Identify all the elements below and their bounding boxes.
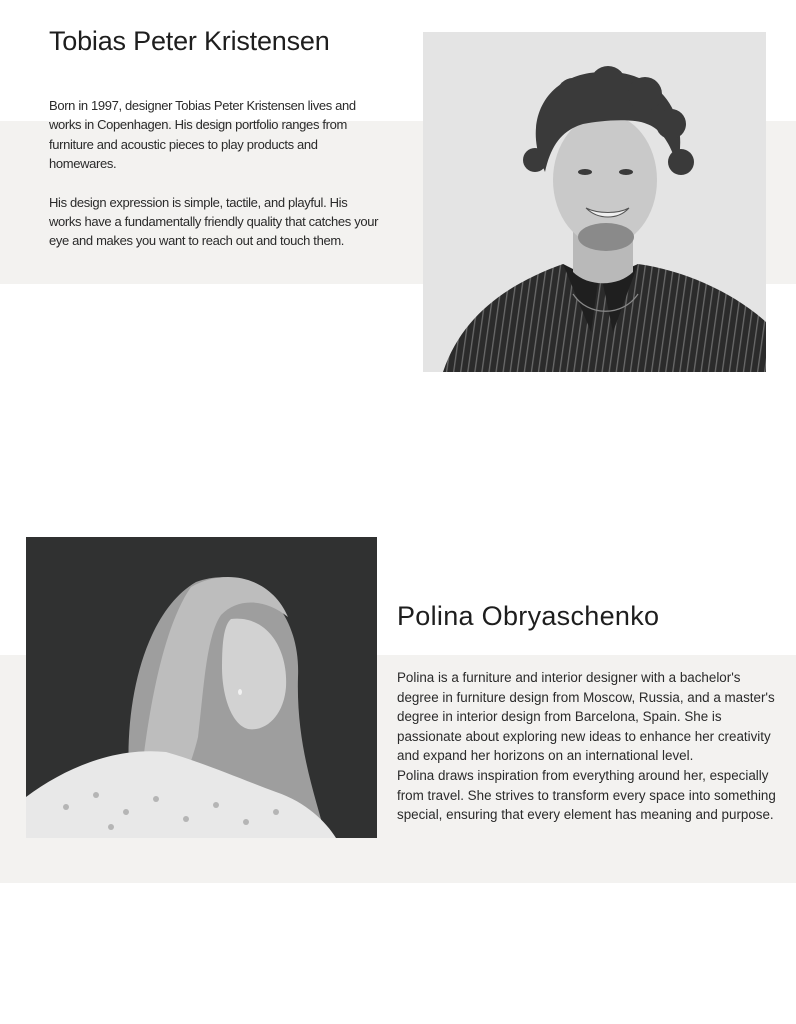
bio-paragraph: His design expression is simple, tactile, and playful. His works have a fundamentally friendly quality that catches your eye and makes you want to reach out and touch them. (49, 194, 379, 249)
designer-bio-polina (397, 668, 782, 825)
portrait-polina-illustration (26, 537, 377, 838)
bio-paragraph: Polina is a furniture and interior designer with a bachelor's degree in furniture design from Moscow, Russia, and a master's degree in interior design from Barcelona, Spain. She is passionate about exploring new ideas to enhance her creativity and expand her horizons on an international level. (397, 670, 775, 764)
designer-bio-tobias (49, 96, 379, 251)
portrait-photo-tobias (423, 32, 766, 372)
portrait-tobias-illustration (423, 32, 766, 372)
designer-name-tobias: Tobias Peter Kristensen (49, 26, 330, 56)
bio-paragraph: Born in 1997, designer Tobias Peter Kristensen lives and works in Copenhagen. His design portfolio ranges from furniture and acoustic pieces to play products and homewares. (49, 98, 356, 172)
bio-paragraph: Polina draws inspiration from everything around her, especially from travel. She strives to transform every space into something special, ensuring that every element has meaning and purpose. (397, 767, 776, 823)
designer-name-polina: Polina Obryaschenko (397, 601, 660, 631)
portrait-photo-polina (26, 537, 377, 838)
